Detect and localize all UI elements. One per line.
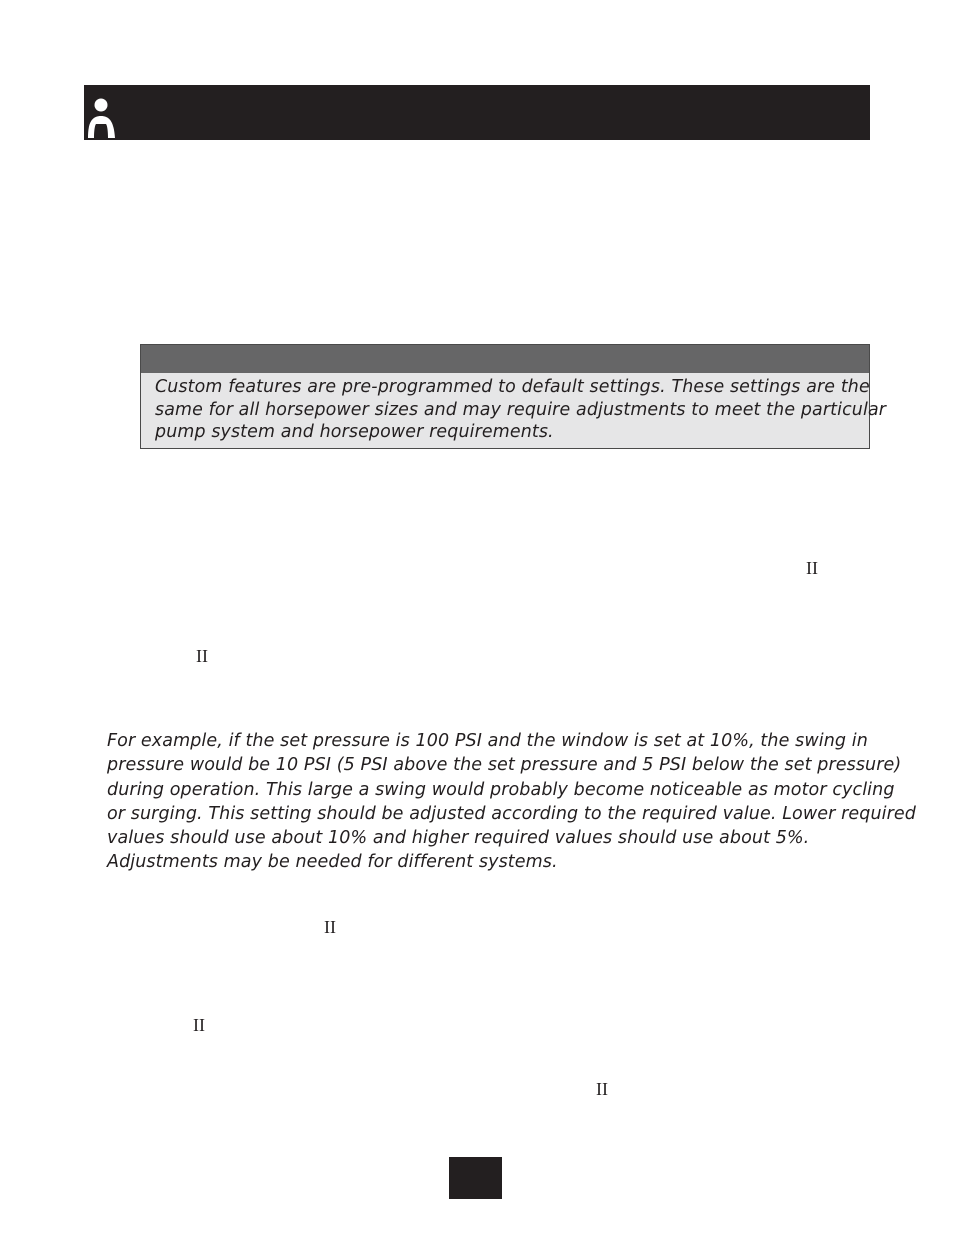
example-line: Adjustments may be needed for different systems. <box>107 852 558 873</box>
page-number-tab <box>449 1157 502 1199</box>
note-header <box>141 345 869 373</box>
note-text <box>141 373 887 444</box>
note-line: same for all horsepower sizes and may require adjustments to meet the particular <box>155 399 887 420</box>
section-header-bar <box>84 85 870 140</box>
note-line: pump system and horsepower requirements. <box>155 422 554 442</box>
roman-numeral-marker: II <box>806 558 818 578</box>
roman-numeral-marker: II <box>324 917 336 937</box>
roman-numeral-marker: II <box>596 1079 608 1099</box>
note-box <box>140 344 887 449</box>
example-line: or surging. This setting should be adjusted according to the required value. Lower required <box>107 803 916 824</box>
example-line: during operation. This large a swing would probably become noticeable as motor cycling <box>107 779 895 800</box>
note-line: Custom features are pre-programmed to default settings. These settings are the <box>155 377 870 397</box>
roman-numeral-marker: II <box>196 646 208 666</box>
person-icon <box>84 96 120 138</box>
example-paragraph <box>107 729 916 875</box>
example-line: values should use about 10% and higher required values should use about 5%. <box>107 828 810 849</box>
example-line: pressure would be 10 PSI (5 PSI above the set pressure and 5 PSI below the set pressure) <box>107 755 902 776</box>
roman-numeral-marker: II <box>193 1015 205 1035</box>
example-line: For example, if the set pressure is 100 PSI and the window is set at 10%, the swing in <box>107 731 868 751</box>
